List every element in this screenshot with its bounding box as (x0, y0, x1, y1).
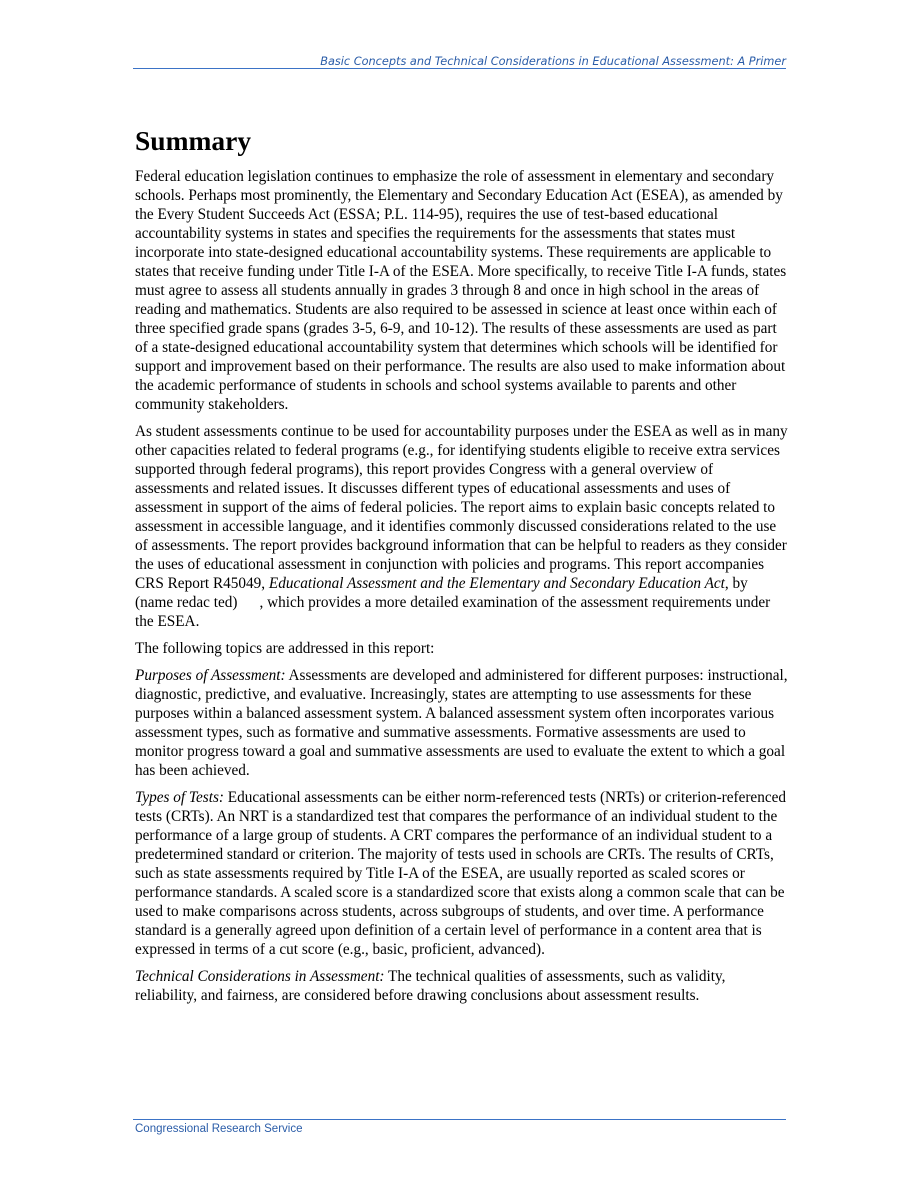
author-redacted: , by (name redac ted) (135, 575, 748, 611)
header-divider (133, 68, 786, 69)
topic-lead-types: Types of Tests: (135, 789, 224, 806)
summary-body (135, 167, 788, 1013)
footer-organization: Congressional Research Service (135, 1123, 303, 1135)
section-title: Summary (135, 125, 252, 156)
paragraph-text: The following topics are addressed in this report: (135, 640, 435, 657)
paragraph-text: Federal education legislation continues to emphasize the role of assessment in elementary and secondary schools. Perhaps most prominently, the Elementary and Secondary Education Act (ESEA), as amended by the Every Student Succeeds Act (ESSA; P.L. 114-95), requires the use of test-based educational accountability systems in states and specifies the requirements for the assessments that states must incorporate into state-designed educational accountability systems. These requirements are applicable to states that receive funding under Title I-A of the ESEA. More specifically, to receive Title I-A funds, states must agree to assess all students annually in grades 3 through 8 and once in high school in the areas of reading and mathematics. Students are also required to be assessed in science at least once within each of three specified grade spans (grades 3-5, 6-9, and 10-12). The results of these assessments are used as part of a state-designed educational accountability system that determines which schools will be identified for support and improvement based on their performance. The results are also used to make information about the academic performance of students in schools and school systems available to parents and other community stakeholders. (135, 168, 787, 413)
paragraph-topics-intro (135, 639, 788, 658)
report-title-italic: Educational Assessment and the Elementary and Secondary Education Act (268, 575, 725, 592)
paragraph-technical (135, 967, 788, 1005)
paragraph-purposes (135, 666, 788, 780)
footer-divider (133, 1119, 786, 1120)
paragraph-text: As student assessments continue to be used for accountability purposes under the ESEA as well as in many other capacities related to federal programs (e.g., for identifying students eligible to receive extra services supported through federal programs), this report provides Congress with a general overview of assessments and related issues. It discusses different types of educational assessments and uses of assessment in support of the aims of federal policies. The report aims to explain basic concepts related to assessment in accessible language, and it identifies commonly discussed considerations related to the use of assessments. The report provides background information that can be helpful to readers as they consider the uses of educational assessment in conjunction with policies and programs. This report accompanies CRS Report R45049, (135, 423, 788, 592)
paragraph-text: Assessments are developed and administered for different purposes: instructional, diagnostic, predictive, and evaluative. Increasingly, states are attempting to use assessments for these purposes within a balanced assessment system. A balanced assessment system often incorporates various assessment types, such as formative and summative assessments. Formative assessments are used to monitor progress toward a goal and summative assessments are used to evaluate the extent to which a goal has been achieved. (135, 667, 788, 779)
topic-lead-purposes: Purposes of Assessment: (135, 667, 286, 684)
paragraph-types (135, 788, 788, 959)
paragraph-text: The technical qualities of assessments, such as validity, reliability, and fairness, are considered before drawing conclusions about assessment results. (135, 968, 726, 1004)
paragraph-text: , which provides a more detailed examination of the assessment requirements under the ESEA. (135, 594, 771, 630)
running-header: Basic Concepts and Technical Considerations in Educational Assessment: A Primer (320, 55, 786, 68)
paragraph-legislation (135, 167, 788, 414)
topic-lead-technical: Technical Considerations in Assessment: (135, 968, 385, 985)
paragraph-text: Educational assessments can be either norm-referenced tests (NRTs) or criterion-referenced tests (CRTs). An NRT is a standardized test that compares the performance of an individual student to the performance of a large group of students. A CRT compares the performance of an individual student to a predetermined standard or criterion. The majority of tests used in schools are CRTs. The results of CRTs, such as state assessments required by Title I-A of the ESEA, are usually reported as scaled scores or performance standards. A scaled score is a standardized score that exists along a common scale that can be used to make comparisons across students, across subgroups of students, and over time. A performance standard is a generally agreed upon definition of a certain level of performance in a content area that is expressed in terms of a cut score (e.g., basic, proficient, advanced). (135, 789, 786, 958)
paragraph-report-overview (135, 422, 788, 631)
